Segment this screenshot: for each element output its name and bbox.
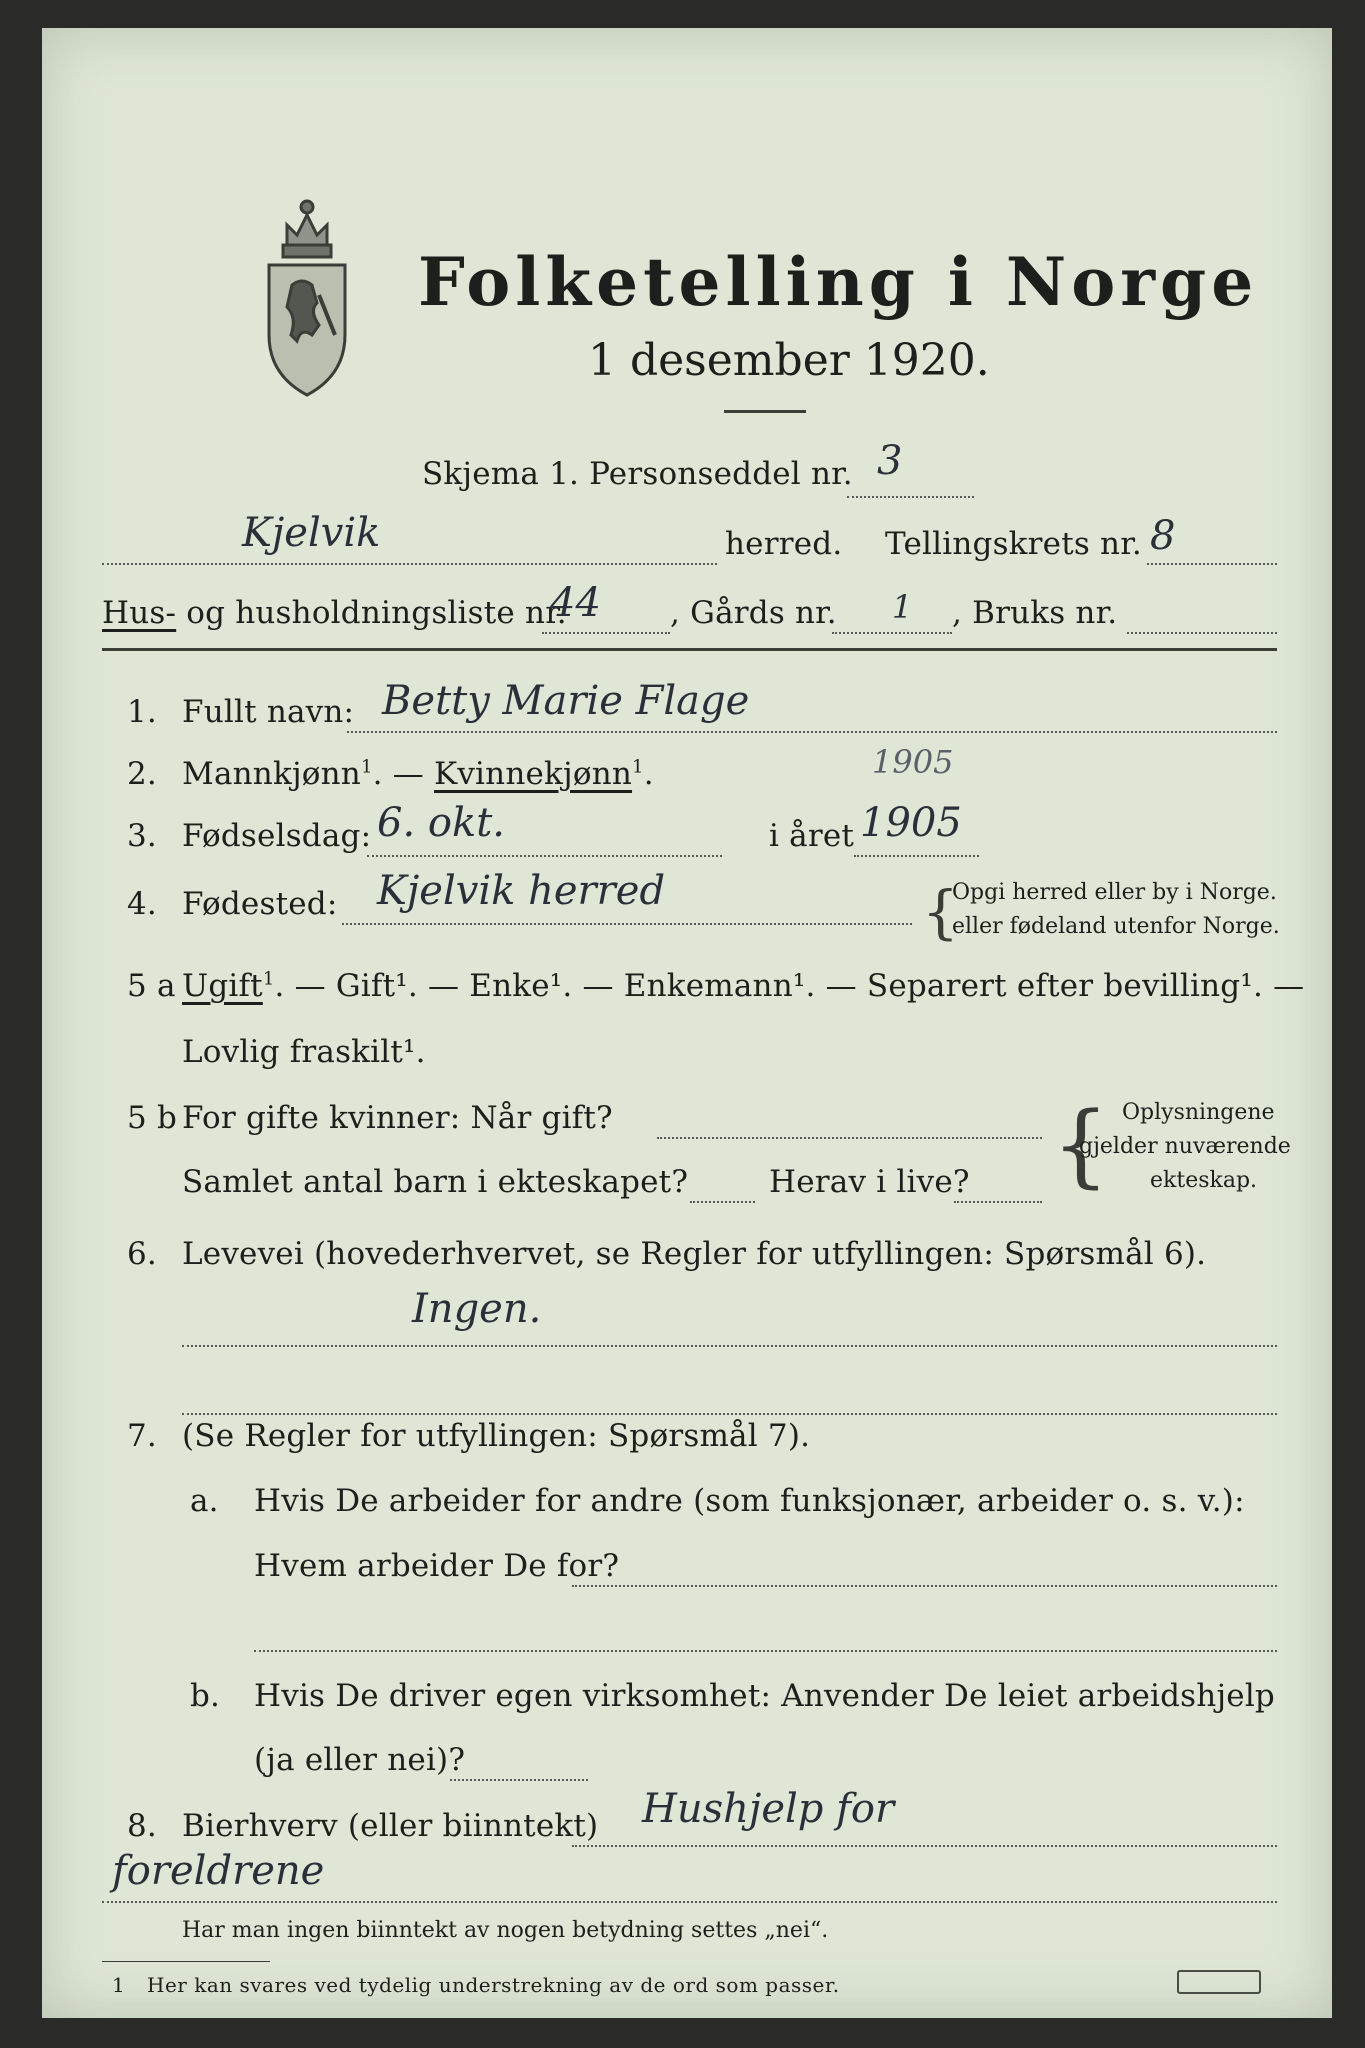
herred-label: herred. [725, 526, 843, 562]
side-income-value-2[interactable]: foreldrene [112, 1848, 325, 1894]
husholdningsliste-label: og husholdningsliste nr. [186, 595, 567, 631]
q5b-note-1: Oplysningene [1122, 1100, 1275, 1125]
gards-line [832, 632, 952, 634]
q7a-employer-label: Hvem arbeider De for? [254, 1548, 620, 1584]
q5a-number: 5 a [127, 968, 176, 1004]
q5b-number: 5 b [127, 1100, 178, 1136]
title-divider [724, 410, 806, 413]
birthplace-value[interactable]: Kjelvik herred [377, 868, 666, 914]
female-option[interactable]: Kvinnekjønn [433, 756, 633, 792]
q4-label: Fødested: [182, 886, 338, 922]
q5b-label-children: Samlet antal barn i ekteskapet? [182, 1164, 689, 1200]
census-form [42, 28, 1332, 2018]
q3-year-line [854, 855, 979, 857]
q4-note-1: Opgi herred eller by i Norge. [952, 880, 1277, 905]
q4-brace: { [922, 878, 959, 946]
q8-note: Har man ingen biinntekt av nogen betydning settes „nei“. [182, 1918, 829, 1943]
tellingskrets-line [1147, 563, 1277, 565]
q2-options: Mannkjønn$^1$. — Kvinnekjønn$^1$. [182, 756, 654, 792]
q5b-alive-line [954, 1201, 1042, 1203]
birth-year-value[interactable]: 1905 [860, 800, 962, 846]
q6-number: 6. [127, 1236, 157, 1272]
q1-number: 1. [127, 694, 157, 730]
hus-label [102, 595, 567, 631]
gards-nr[interactable]: 1 [892, 588, 913, 626]
q7b-text: Hvis De driver egen virksomhet: Anvender De leiet arbeidshjelp [254, 1678, 1275, 1714]
form-date: 1 desember 1920. [588, 335, 990, 386]
q4-line [342, 923, 912, 925]
q3-day-line [367, 855, 722, 857]
q1-label: Fullt navn: [182, 694, 355, 730]
q6-label: Levevei (hovederhvervet, se Regler for utfyllingen: Spørsmål 6). [182, 1236, 1207, 1272]
occupation-value[interactable]: Ingen. [412, 1286, 542, 1332]
q8-number: 8. [127, 1808, 157, 1844]
q7a-line-2 [254, 1650, 1277, 1652]
tellingskrets-nr[interactable]: 8 [1150, 513, 1176, 559]
form-title: Folketelling i Norge [418, 243, 1259, 321]
q7a-number: a. [190, 1483, 219, 1519]
hus-underlined: Hus- [102, 595, 177, 631]
tellingskrets-label: Tellingskrets nr. [885, 526, 1142, 562]
q8-line-1 [572, 1845, 1277, 1847]
herred-value[interactable]: Kjelvik [242, 510, 381, 556]
personseddel-nr[interactable]: 3 [877, 438, 903, 484]
q4-number: 4. [127, 886, 157, 922]
q5b-note-2: gjelder nuværende [1079, 1134, 1291, 1159]
q4-note-2: eller fødeland utenfor Norge. [952, 914, 1280, 939]
male-option[interactable]: Mannkjønn [182, 756, 361, 792]
q7b-janei-label: (ja eller nei)? [254, 1742, 466, 1778]
ugift-option[interactable]: Ugift [182, 968, 263, 1004]
printer-stamp [1177, 1970, 1261, 1994]
coat-of-arms-icon [257, 185, 357, 400]
lovlig-fraskilt-option[interactable]: Lovlig fraskilt¹. [182, 1034, 426, 1070]
bruks-label: , Bruks nr. [952, 595, 1118, 631]
hus-line [542, 632, 670, 634]
q6-line-2 [182, 1413, 1277, 1415]
q8-line-2 [102, 1901, 1277, 1903]
skjema-line [847, 496, 974, 498]
q7-label: (Se Regler for utfyllingen: Spørsmål 7). [182, 1418, 811, 1454]
birth-day-value[interactable]: 6. okt. [377, 800, 505, 846]
q7b-line [450, 1779, 588, 1781]
q7b-number: b. [190, 1678, 221, 1714]
gards-label: , Gårds nr. [670, 595, 837, 631]
bruks-line [1127, 632, 1277, 634]
footnote-rule [102, 1961, 270, 1962]
q5b-note-3: ekteskap. [1150, 1168, 1258, 1193]
marital-other-options[interactable]: . — Gift¹. — Enke¹. — Enkemann¹. — Separert efter bevilling¹. — [274, 968, 1305, 1004]
q6-line-1 [182, 1345, 1277, 1347]
q5b-label-alive: Herav i live? [769, 1164, 970, 1200]
year-label: i året [769, 818, 855, 854]
q5b-married-line [657, 1137, 1042, 1139]
husholdningsliste-nr[interactable]: 44 [550, 580, 601, 626]
q5b-label-married: For gifte kvinner: Når gift? [182, 1100, 613, 1136]
q3-label: Fødselsdag: [182, 818, 372, 854]
header-rule [102, 648, 1277, 651]
footnote-text: Her kan svares ved tydelig understrekning av de ord som passer. [147, 1973, 840, 1997]
q5b-brace: { [1052, 1093, 1110, 1198]
q5b-children-line [690, 1201, 755, 1203]
q7a-text: Hvis De arbeider for andre (som funksjonær, arbeider o. s. v.): [254, 1483, 1245, 1519]
q7a-employer-line [572, 1585, 1277, 1587]
skjema-label: Skjema 1. Personseddel nr. [422, 456, 853, 492]
q2-number: 2. [127, 756, 157, 792]
full-name-value[interactable]: Betty Marie Flage [382, 678, 750, 724]
q3-number: 3. [127, 818, 157, 854]
herred-line [102, 563, 717, 565]
q1-line [347, 731, 1277, 733]
footnote-marker: 1 [112, 1973, 126, 1997]
q5a-options: Ugift$^1$. — Gift¹. — Enke¹. — Enkemann¹. — Separert efter bevilling¹. — [182, 968, 1305, 1004]
q8-label: Bierhverv (eller biinntekt) [182, 1808, 599, 1844]
side-income-value-1[interactable]: Hushjelp for [642, 1786, 895, 1832]
q7-number: 7. [127, 1418, 157, 1454]
margin-year-note: 1905 [872, 743, 954, 781]
